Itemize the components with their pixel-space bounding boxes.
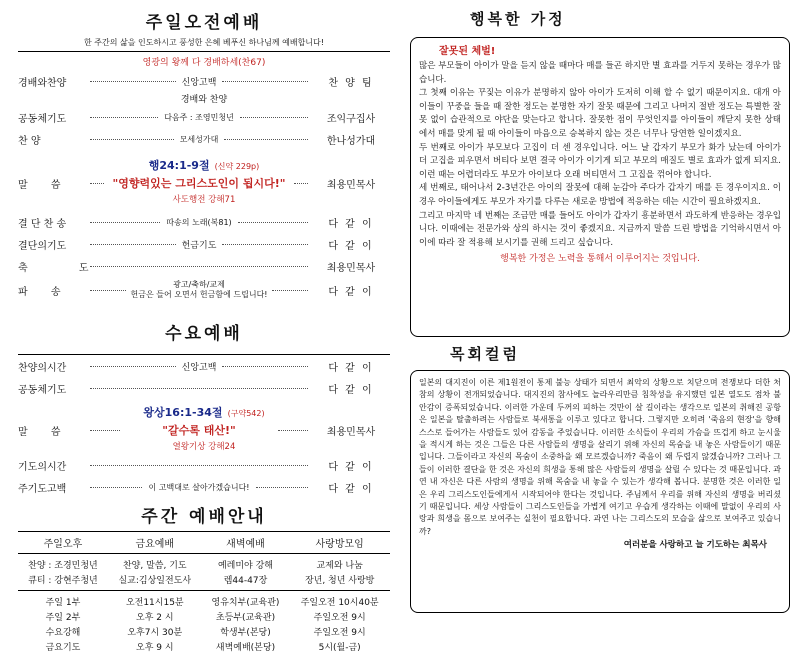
- happy-family-box: [410, 37, 790, 337]
- pastor-column-title: 목회컬럼: [450, 345, 520, 363]
- table-cell: 주일 1부: [45, 598, 81, 608]
- sermon-title: "영향력있는 그리스도인이 됩시다!": [112, 177, 286, 190]
- family-paragraph: 그 첫째 이유는 꾸짖는 이유가 분명하지 않아 아이가 도저히 이해 할 수 없기 때문이지요. 대개 아이들이 꾸중을 들을 때 잘한 정도는 분명한 자기 잘못 때문에 그리고 나머지 절반 정도는 특별한 잘못 없이 습관적으로 야단을 맞는다고 합니다. 잘못한 점이 무엇인지를 아이들이 깨닫지 못한 상태에서 매를 맞게 될 때 아이들이 마음으로 승복하지 않는 것은 너무나 당연한 일이겠지요.: [419, 88, 781, 139]
- order-label: 공동체기도: [18, 384, 67, 396]
- sermon-title: "갈수록 태산!": [162, 424, 236, 437]
- order-label: 주기도고백: [18, 483, 67, 495]
- order-leader: 다 같 이: [328, 362, 374, 374]
- order-label: 결 단 찬 송: [18, 218, 67, 230]
- order-label: 결단의기도: [18, 240, 67, 252]
- table-cell: 찬양 : 조경민청년: [28, 561, 98, 571]
- scripture-page: (구약542): [227, 409, 265, 418]
- family-paragraph: 많은 부모들이 아이가 말을 듣지 않을 때마다 매를 들곤 하지만 별 효과를 거두지 못하는 경우가 많습니다.: [419, 61, 781, 85]
- morning-theme: 영광의 왕께 다 경배하세(찬67): [142, 58, 266, 68]
- order-row: [18, 377, 390, 399]
- order-label: 파 송: [18, 286, 71, 298]
- leader-dots: [90, 266, 308, 267]
- order-label: 경배와찬양: [18, 77, 67, 89]
- order-item: 모세성가대: [179, 134, 219, 144]
- leader-dots: [90, 430, 120, 431]
- leader-dots: [222, 366, 308, 367]
- offering-note: 헌금은 들어 오면서 헌금함에 드립니다!: [130, 290, 268, 299]
- leader-dots: [90, 139, 174, 140]
- order-item: 이 고백대로 살아가겠습니다!: [148, 482, 250, 492]
- sermon-label: 말 씀: [18, 179, 71, 191]
- weekly-schedule-title: 주간 예배안내: [141, 507, 267, 527]
- leader-dots: [222, 244, 308, 245]
- table-cell: 5시(월-금): [318, 643, 361, 653]
- order-item: 따송의 노래(복81): [166, 217, 232, 227]
- table-cell: 찬양, 말씀, 기도: [122, 561, 187, 571]
- table-cell: 주일 2부: [45, 613, 81, 623]
- morning-subtitle: 한 주간의 삶을 인도하시고 풍성한 은혜 베푸신 하나님께 예배합니다!: [18, 37, 390, 52]
- order-leader: 다 같 이: [328, 483, 374, 495]
- table-cell: 금요기도: [45, 643, 81, 653]
- order-item: 다음주 : 조영민청년: [164, 112, 234, 122]
- order-leader: 다 같 이: [328, 384, 374, 396]
- wednesday-worship-title: 수요예배: [165, 324, 243, 344]
- worship-order-column: [14, 8, 394, 654]
- order-label: 찬 양: [18, 135, 41, 147]
- sermon-label: 말 씀: [18, 426, 71, 438]
- table-cell: 예레미야 강해: [217, 561, 273, 571]
- table-cell: 오후 2 시: [136, 613, 174, 623]
- order-leader: 한나성가대: [326, 135, 376, 147]
- leader-dots: [278, 430, 308, 431]
- leader-dots: [90, 465, 308, 466]
- preacher: 최용민목사: [326, 426, 376, 438]
- scripture-ref: 왕상16:1-34절: [143, 406, 223, 419]
- order-row: [18, 454, 390, 476]
- order-leader: 다 같 이: [328, 240, 374, 252]
- order-leader: 다 같 이: [328, 218, 374, 230]
- leader-dots: [90, 81, 176, 82]
- leader-dots: [90, 388, 308, 389]
- sermon-series: 열왕기상 강해24: [172, 442, 236, 452]
- family-footer: 행복한 가정은 노력을 통해서 이루어지는 것입니다.: [500, 254, 700, 265]
- scripture-page: (신약 229p): [214, 162, 260, 171]
- table-cell: 큐티 : 강현주청년: [18, 572, 108, 591]
- order-item: 헌금기도: [181, 240, 217, 251]
- leader-dots: [90, 366, 176, 367]
- morning-rows: [18, 70, 390, 303]
- leader-dots: [240, 117, 308, 118]
- schedule-header: 사랑방모임: [289, 532, 390, 554]
- pastor-column-box: [410, 370, 790, 613]
- table-cell: 영유치부(교육관): [211, 598, 280, 608]
- table-cell: 수요강해: [45, 628, 81, 638]
- table-row: [18, 639, 390, 654]
- schedule-header-row: [18, 532, 390, 554]
- column-body: 일본의 대지진이 이른 제1원전이 통제 불능 상태가 되면서 최악의 상황으로 치닫으며 전쟁보다 더한 처참의 상황이 전개되었습니다. 대지진의 참사에도 놀라우리만큼 침착성을 유지했던 일본 열도도 점차 불안감이 증폭되었습니다. 이러한 가운데 두꺼의 피하는 것만이 살 길이라는 생각으로 일본의 취해진 공항은 일본을 탈출하려는 사람들로 북새통을 이루고 있다고 합니다. 그렇지만 오히려 '죽음의 현장'을 향해 스스로 들어가는 사람들도 있어 감동을 주었습니다. 이러한 소식들이 우리의 가슴을 뜨겁게 하고 눈시울을 적시게 하는 것은 그들은 다른 사람들의 생명을 살리기 위해 자신의 목숨을 내 놓은 사람들이기 때문입니다. 그들이라고 자신의 목숨이 소중하을 왜 모르겠습니까? 죽음이 왜 두렵지 않겠습니까? 그러나 그들이 이러한 결단을 한 것은 자신의 희생을 통해 많은 사람들의 생명을 살릴 수 있다는 것 때문입니다. 과연 내 자신은 다른 사람의 생명을 위해 목숨을 내 놓을 수 있는가 생각해 봅니다. 분명한 것은 이러한 일은 우리 그리스도인들에게서 시작되어야 한다는 것입니다. 주님께서 우리를 위해 자신의 생명을 버리셨기 때문입니다. 세상 사람들이 그리스도인들을 가볍게 여기고 우습게 생각하는 이때에 말없이 우리의 사랑과 희생을 몸으로 보여주는 실천이 필요합니다. 과연 나는 그리스도의 모습을 삶으로 보여주고 있습니까?: [419, 378, 781, 536]
- column-signature: 여러분을 사랑하고 늘 기도하는 최목사: [623, 540, 767, 551]
- leader-dots: [272, 290, 308, 291]
- order-label: 찬양의시간: [18, 362, 67, 374]
- schedule-header: 주일오후: [18, 532, 108, 554]
- table-cell: 오전11시15분: [125, 598, 184, 608]
- table-cell: 오후 9 시: [136, 643, 174, 653]
- schedule-header: 새벽예배: [202, 532, 290, 554]
- table-cell: 교제와 나눔: [316, 561, 363, 571]
- leader-dots: [238, 222, 308, 223]
- sending-block: [130, 280, 267, 301]
- scripture-ref: 행24:1-9절: [148, 159, 210, 172]
- preacher: 최용민목사: [326, 179, 376, 191]
- table-cell: 주일오전 10시40분: [300, 598, 379, 608]
- sermon-series: 사도행전 강해71: [172, 195, 236, 205]
- leader-dots: [256, 487, 308, 488]
- morning-scripture: [18, 154, 390, 173]
- order-leader: 다 같 이: [328, 461, 374, 473]
- order-row: [18, 128, 390, 150]
- table-cell: 주일오전 9시: [313, 628, 366, 638]
- table-row: [18, 624, 390, 639]
- family-paragraph: 두 번째로 아이가 부모보다 고집이 더 센 경우입니다. 어느 날 갑자기 부모가 화가 났는데 아이가 더 고집을 피우면서 버티다 보면 결국 아이가 이기게 되고 부모의 매질도 별로 효과가 없게 되지요. 이런 때는 어렵더라도 부모가 아이보다 오래 버티면서 그 고집을 꺾어야 합니다.: [419, 142, 781, 180]
- leader-dots: [90, 487, 142, 488]
- weekly-schedule-table: [18, 531, 390, 654]
- order-row: [18, 277, 390, 303]
- wednesday-scripture: [18, 401, 390, 420]
- order-row: [18, 355, 390, 377]
- table-row: [18, 609, 390, 624]
- articles-column: [410, 8, 790, 613]
- order-row: [18, 255, 390, 277]
- family-paragraph: 세 번째로, 태어나서 2-3년간은 아이의 잘못에 대해 눈감아 주다가 갑자기 매를 든 경우이지요. 이 경우 아이들에게도 부모가 자기를 다루는 새로운 방법에 적응하는 데는 시간이 필요하겠지요.: [419, 183, 781, 207]
- order-item: 광고/축하/교제: [173, 279, 225, 289]
- order-item: 신앙고백: [181, 77, 217, 88]
- table-cell: 오후7시 30분: [127, 628, 183, 638]
- schedule-header: 금요예배: [108, 532, 202, 554]
- leader-dots: [90, 244, 176, 245]
- order-leader: 찬 양 팀: [328, 77, 374, 89]
- table-cell: 렘44-47장: [202, 572, 290, 591]
- table-cell: 초등부(교육관): [215, 613, 276, 623]
- order-label: 기도의시간: [18, 461, 67, 473]
- family-paragraph: 그리고 마지막 네 번째는 조금만 매를 들어도 아이가 갑자기 흥분하면서 과도하게 반응하는 경우입니다. 이때에는 전문가와 상의 하시는 것이 좋겠지요. 지금까지 말씀 드린 방법을 기억하시면서 아이에 따라 잘 적용해 보시기를 권해 드리고 싶습니다.: [419, 210, 781, 248]
- order-leader: 최용민목사: [326, 262, 376, 274]
- leader-dots: [90, 183, 104, 184]
- leader-dots: [90, 117, 158, 118]
- table-row: [18, 572, 390, 591]
- order-subitem: 경배와 찬양: [180, 95, 228, 105]
- morning-worship-title: 주일오전예배: [145, 13, 263, 33]
- leader-dots: [222, 81, 308, 82]
- order-row: [18, 70, 390, 92]
- table-row: [18, 554, 390, 573]
- leader-dots: [90, 290, 126, 291]
- order-leader: 다 같 이: [328, 286, 374, 298]
- order-row: [18, 233, 390, 255]
- leader-dots: [224, 139, 308, 140]
- order-leader: 조익구집사: [326, 113, 376, 125]
- table-cell: 실교:김상일전도사: [108, 572, 202, 591]
- wednesday-rows: [18, 355, 390, 498]
- table-cell: 학생부(본당): [220, 628, 271, 638]
- order-row: [18, 211, 390, 233]
- sermon-row: [18, 173, 390, 193]
- family-heading: 잘못된 체벌!: [439, 46, 496, 57]
- table-row: [18, 591, 390, 610]
- leader-dots: [90, 222, 160, 223]
- order-label: 공동체기도: [18, 113, 67, 125]
- table-cell: 주일오전 9시: [313, 613, 366, 623]
- sermon-row: [18, 420, 390, 440]
- table-cell: 장년, 청년 사랑방: [289, 572, 390, 591]
- happy-family-title: 행복한 가정: [470, 10, 566, 28]
- order-row: [18, 476, 390, 498]
- leader-dots: [294, 183, 308, 184]
- table-cell: 새벽예배(본당): [215, 643, 276, 653]
- order-label: 축 도: [18, 262, 113, 274]
- order-item: 신앙고백: [181, 362, 217, 373]
- order-row: [18, 106, 390, 128]
